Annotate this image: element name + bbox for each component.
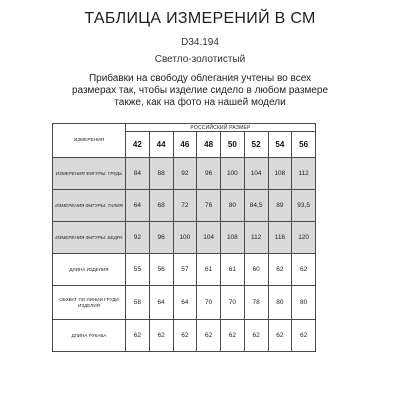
row-label: ИЗМЕРЕНИЯ ФИГУРЫ: ТАЛИЯ [53,190,126,222]
table-cell: 104 [197,222,221,254]
table-cell: 58 [126,286,150,320]
fit-note: Прибавки на свободу облегания учтены во всех размерах так, чтобы изделие сидело в любом размере также, как на фото на нашей модели [71,73,329,108]
size-header: 42 [126,132,150,158]
table-cell: 62 [244,320,268,352]
table-cell: 120 [292,222,316,254]
table-cell: 92 [126,222,150,254]
table-cell: 62 [292,320,316,352]
size-header: 44 [149,132,173,158]
table-cell: 72 [173,190,197,222]
table-cell: 96 [149,222,173,254]
table-cell: 108 [268,158,292,190]
size-header: 56 [292,132,316,158]
size-header: 48 [197,132,221,158]
row-label: ОБХВАТ ПО ЛИНИИ ГРУДИ ИЗДЕЛИЯ [53,286,126,320]
size-header: 46 [173,132,197,158]
table-cell: 62 [173,320,197,352]
table-cell: 100 [173,222,197,254]
row-label: ИЗМЕРЕНИЯ ФИГУРЫ: ГРУДЬ [53,158,126,190]
table-cell: 62 [268,254,292,286]
group-header: РОССИЙСКИЙ РАЗМЕР [126,124,316,132]
table-cell: 56 [149,254,173,286]
table-cell: 62 [268,320,292,352]
table-row [53,254,316,286]
table-cell: 116 [268,222,292,254]
table-cell: 80 [221,190,245,222]
table-cell: 62 [149,320,173,352]
table-cell: 64 [173,286,197,320]
table-cell: 70 [197,286,221,320]
table-header-group-row [53,124,316,132]
table-cell: 61 [197,254,221,286]
table-row [53,286,316,320]
row-label: ДЛИНА РУКАВА [53,320,126,352]
table-cell: 57 [173,254,197,286]
table-cell: 84 [126,158,150,190]
size-header: 52 [244,132,268,158]
table-row [53,222,316,254]
row-label: ИЗМЕРЕНИЯ ФИГУРЫ: БЕДРА [53,222,126,254]
size-table [52,123,316,352]
table-cell: 64 [149,286,173,320]
table-cell: 70 [221,286,245,320]
table-cell: 64 [126,190,150,222]
table-cell: 108 [221,222,245,254]
table-cell: 68 [149,190,173,222]
table-cell: 112 [292,158,316,190]
corner-label: ИЗМЕРЕНИЯ [53,124,126,158]
table-cell: 62 [221,320,245,352]
table-cell: 62 [197,320,221,352]
table-cell: 61 [221,254,245,286]
table-cell: 96 [197,158,221,190]
table-cell: 84,5 [244,190,268,222]
table-cell: 55 [126,254,150,286]
row-label: ДЛИНА ИЗДЕЛИЯ [53,254,126,286]
table-row [53,320,316,352]
color-name: Светло-золотистый [154,54,246,65]
size-header: 50 [221,132,245,158]
table-cell: 104 [244,158,268,190]
table-cell: 89 [268,190,292,222]
table-row [53,158,316,190]
table-cell: 80 [268,286,292,320]
table-cell: 100 [221,158,245,190]
table-cell: 88 [149,158,173,190]
table-cell: 78 [244,286,268,320]
table-cell: 80 [292,286,316,320]
table-cell: 62 [292,254,316,286]
table-cell: 60 [244,254,268,286]
table-cell: 62 [126,320,150,352]
table-cell: 112 [244,222,268,254]
article-code: D34.194 [181,37,219,48]
size-header: 54 [268,132,292,158]
table-cell: 93,5 [292,190,316,222]
table-cell: 92 [173,158,197,190]
table-row [53,190,316,222]
table-cell: 76 [197,190,221,222]
page-title: ТАБЛИЦА ИЗМЕРЕНИЙ В СМ [84,10,316,27]
